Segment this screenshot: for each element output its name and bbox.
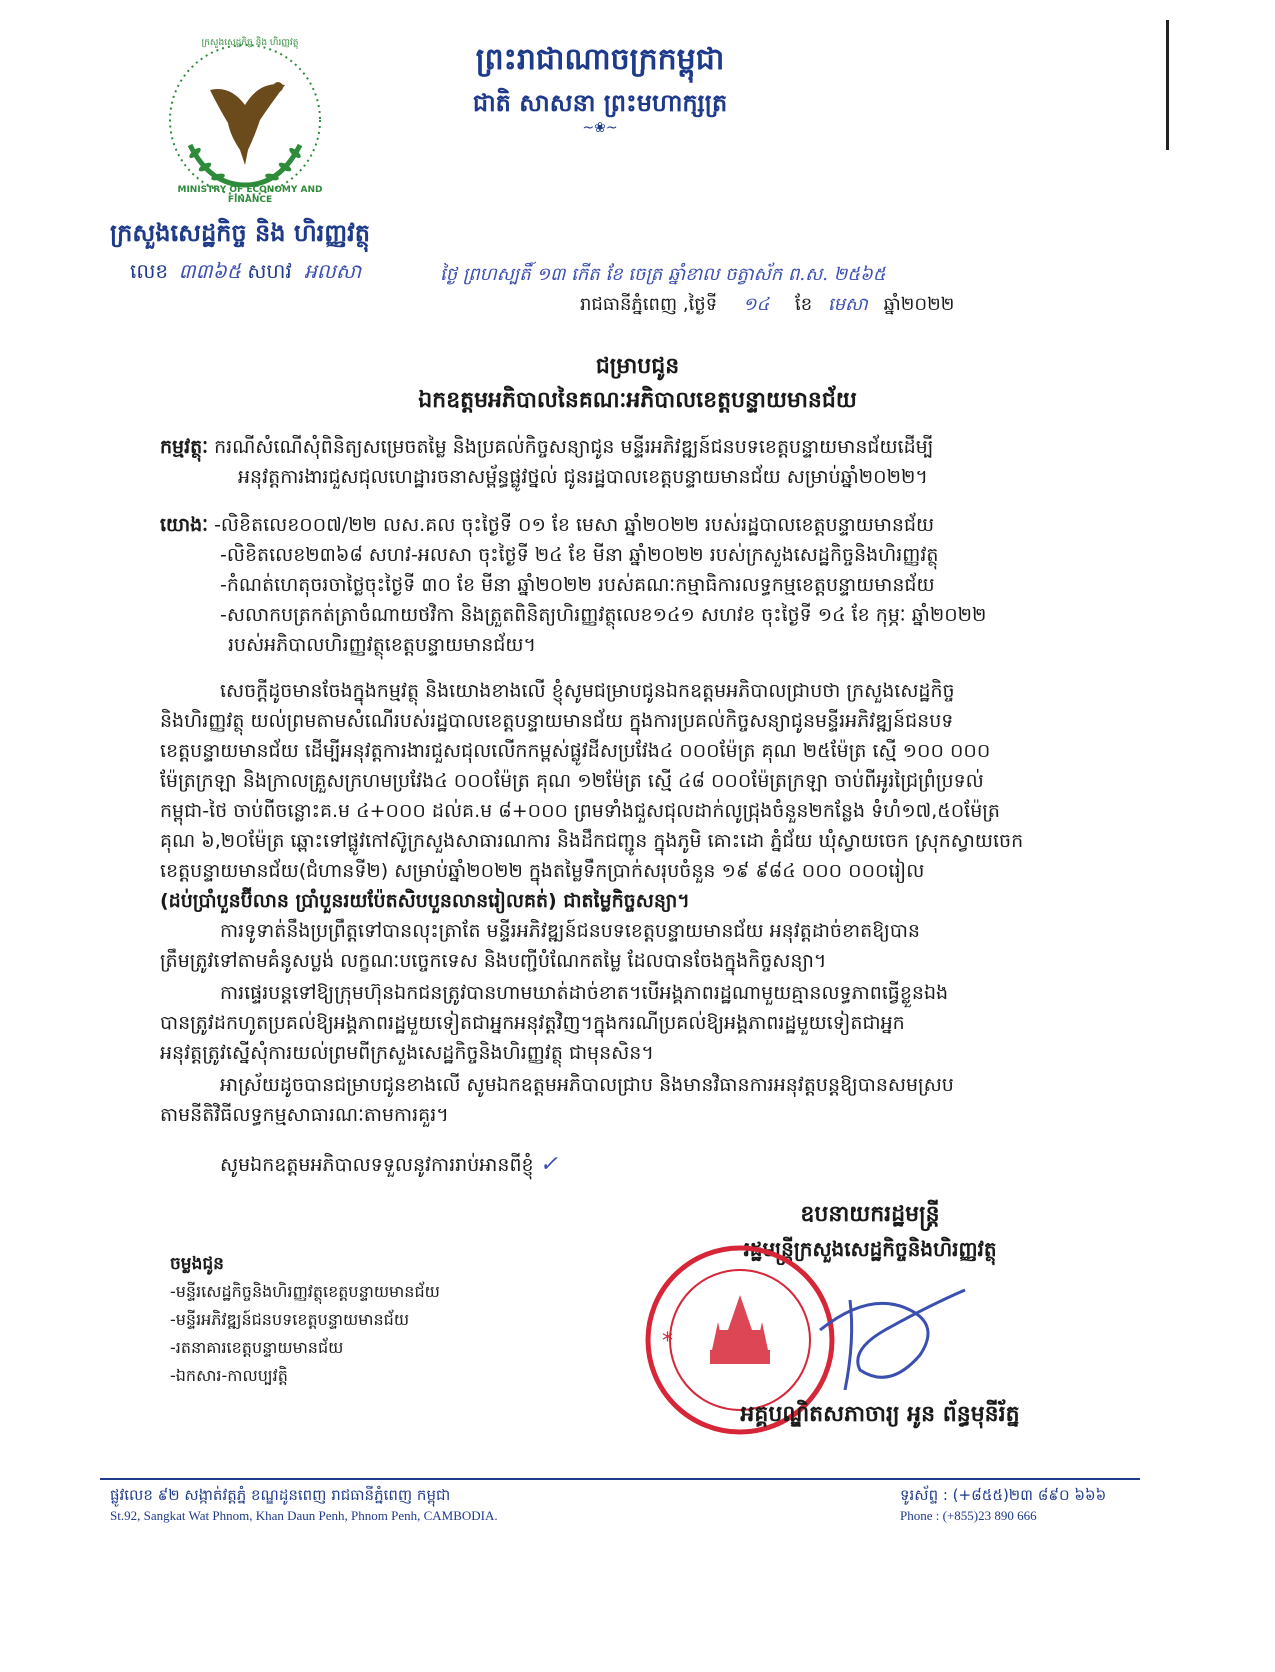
body-line: ការផ្ទេរបន្តទៅឱ្យក្រុមហ៊ុនឯកជនត្រូវបានហាមឃាត់ដាច់ខាត។បើអង្គភាពរដ្ឋណាមួយគ្មានលទ្ធភាពធ្វើខ្លួនឯង (220, 982, 949, 1004)
copy-item: -មន្ទីរអភិវឌ្ឍន៍ជនបទខេត្តបន្ទាយមានជ័យ (170, 1310, 410, 1329)
ministry-name: ក្រសួងសេដ្ឋកិច្ច និង ហិរញ្ញវត្ថុ (110, 219, 370, 247)
body-paragraph-2 (160, 916, 1120, 976)
footer-phone-en: Phone : (+855)23 890 666 (900, 1508, 1037, 1523)
logo-khmer-ring: ក្រសួងសេដ្ឋកិច្ច និង ហិរញ្ញវត្ថុ (201, 38, 299, 48)
body-line: អនុវត្តត្រូវស្នើសុំការយល់ព្រមពីក្រសួងសេដ្ឋកិច្ចនិងហិរញ្ញវត្ថុ ជាមុនសិន។ (160, 1042, 654, 1064)
recipient-name: ឯកឧត្តមអភិបាលនៃគណៈអភិបាលខេត្តបន្ទាយមានជ័យ (418, 388, 857, 413)
reference-item: -លិខិតលេខ០០៧/២២ លស.គល ចុះថ្ងៃទី ០១ ខែ មេសា ឆ្នាំ២០២២ របស់រដ្ឋបាលខេត្តបន្ទាយមានជ័យ (214, 514, 935, 536)
reference-item: -កំណត់ហេតុចរចាថ្លៃចុះថ្ងៃទី ៣០ ខែ មីនា ឆ្នាំ២០២២ របស់គណៈកម្មាធិការលទ្ធកម្មខេត្តបន្ទាយមានជ័យ (220, 574, 935, 596)
solar-date (580, 292, 954, 319)
ref-tail: អលសា (304, 259, 362, 283)
copies-section (170, 1250, 440, 1390)
date-place-label: រាជធានីភ្នំពេញ ,ថ្ងៃទី (580, 294, 718, 315)
body-paragraph-1 (160, 676, 1120, 916)
closing-line (220, 1150, 558, 1180)
ref-number: ៣៣៦៥ (178, 259, 241, 283)
motto-ornament: ~❀~ (582, 120, 618, 136)
body-line: តាមនីតិវិធីលទ្ធកម្មសាធារណៈតាមការគួរ។ (160, 1104, 449, 1126)
date-month-label: ខែ (794, 294, 813, 315)
ref-suffix: សហវ (247, 259, 292, 283)
footer-rule (100, 1478, 1140, 1480)
body-line: ការទូទាត់នឹងប្រព្រឹត្តទៅបានលុះត្រាតែ មន្ទីរអភិវឌ្ឍន៍ជនបទខេត្តបន្ទាយមានជ័យ អនុវត្តដាច់ខាតឱ្យបាន (220, 920, 920, 942)
ref-label: លេខ (130, 259, 169, 283)
body-line: អាស្រ័យដូចបានជម្រាបជូនខាងលើ សូមឯកឧត្តមអភិបាលជ្រាប និងមានវិធានការអនុវត្តបន្តឱ្យបានសមស្រប (220, 1074, 954, 1096)
body-line: និងហិរញ្ញវត្ថុ យល់ព្រមតាមសំណើរបស់រដ្ឋបាលខេត្តបន្ទាយមានជ័យ ក្នុងការប្រគល់កិច្ចសន្យាជូនមន្ទីរអភិវឌ្ឍន៍ជនបទ (160, 710, 954, 732)
lunar-date: ថ្ងៃ ព្រហស្បតិ៍ ១៣ កើត ខែ ចេត្រ ឆ្នាំខាល ចត្វាស័ក ព.ស. ២៥៦៥ (440, 264, 886, 285)
kingdom-title: ព្រះរាជាណាចក្រកម្ពុជា (475, 42, 725, 77)
signer-title-1: ឧបនាយករដ្ឋមន្ត្រី (800, 1202, 940, 1227)
date-year: ឆ្នាំ២០២២ (883, 294, 955, 315)
subject-line-2: អនុវត្តការងារជួសជុលហេដ្ឋារចនាសម្ព័ន្ធផ្លូវថ្នល់ ជូនរដ្ឋបាលខេត្តបន្ទាយមានជ័យ សម្រាប់ឆ្នាំ២០២២។ (238, 466, 928, 488)
body-line: កម្ពុជា-ថៃ ចាប់ពីចន្លោះគ.ម ៤+០០០ ដល់គ.ម ៨+០០០ ព្រមទាំងជួសជុលដាក់លូជ្រុងចំនួន២កន្លែង ទំហំ១៧,៥០ម៉ែត្រ (160, 800, 1000, 822)
body-line: (ដប់ប្រាំបួនប៊ីលាន ប្រាំបួនរយប៉ែតសិបបួនលានរៀលគត់) ជាតម្លៃកិច្ចសន្យា។ (160, 890, 690, 912)
recipient-heading: ជម្រាបជូន (595, 354, 680, 379)
subject-line-1: ករណីសំណើសុំពិនិត្យសម្រេចតម្លៃ និងប្រគល់កិច្ចសន្យាជូន មន្ទីរអភិវឌ្ឍន៍ជនបទខេត្តបន្ទាយមានជ័យដើម្បី (214, 436, 934, 458)
references-label: យោងៈ (160, 514, 209, 536)
date-day: ១៤ (742, 294, 770, 315)
footer-address-kh: ផ្លូវលេខ ៩២ សង្កាត់វត្តភ្នំ ខណ្ឌដូនពេញ រាជធានីភ្នំពេញ កម្ពុជា (110, 1486, 451, 1504)
reference-item: -សលាកបត្រកត់ត្រាចំណាយថវិកា និងត្រួតពិនិត្យហិរញ្ញវត្ថុលេខ១៤១ សហវខ ចុះថ្ងៃទី ១៤ ខែ កុម្ភៈ ឆ្នាំ២០២២ (220, 604, 987, 626)
svg-text:*: * (662, 1329, 673, 1354)
body-line: ខេត្តបន្ទាយមានជ័យ(ជំហានទី២) សម្រាប់ឆ្នាំ២០២២ ក្នុងតម្លៃទឹកប្រាក់សរុបចំនួន ១៩ ៩៨៤ ០០០ ០០០រៀល (160, 860, 925, 882)
body-line: គុណ ៦,២០ម៉ែត្រ ឆ្ពោះទៅផ្លូវកៅស៊ូក្រសួងសាធារណការ និងដឹកជញ្ជូន ក្នុងភូមិ គោះដោ ភ្នំជ័យ ឃុំស្វាយចេក ស្រុកស្វាយចេក (160, 830, 1024, 852)
subject-label: កម្មវត្ថុៈ (160, 436, 209, 458)
reference-item: របស់អភិបាលហិរញ្ញវត្ថុខេត្តបន្ទាយមានជ័យ។ (228, 634, 537, 656)
reference-item: -លិខិតលេខ២៣៦៨ សហវ-អលសា ចុះថ្ងៃទី ២៤ ខែ មីនា ឆ្នាំ២០២២ របស់ក្រសួងសេដ្ឋកិច្ចនិងហិរញ្ញវត្ថុ (220, 544, 939, 566)
copy-item: -មន្ទីរសេដ្ឋកិច្ចនិងហិរញ្ញវត្ថុខេត្តបន្ទាយមានជ័យ (170, 1282, 440, 1301)
footer-phone-kh: ទូរស័ព្ទ : (+៨៥៥)២៣ ៨៩០ ៦៦៦ (900, 1486, 1107, 1504)
copy-item: -រតនាគារខេត្តបន្ទាយមានជ័យ (170, 1338, 344, 1357)
copies-heading: ចម្លងជូន (170, 1254, 224, 1274)
closing-text: សូមឯកឧត្តមអភិបាលទទួលនូវការរាប់អានពីខ្ញុំ (220, 1154, 534, 1176)
subject (160, 432, 1120, 492)
body-line: ម៉ែត្រក្រឡា និងក្រាលគ្រួសក្រហមប្រវែង៤ ០០០ម៉ែត្រ គុណ ១២ម៉ែត្រ ស្មើ ៤៨ ០០០ម៉ែត្រក្រឡា ចាប់ពីអូរជ្រៃព្រំប្រទល់ (160, 770, 984, 792)
footer-address-en: St.92, Sangkat Wat Phnom, Khan Daun Penh, Phnom Penh, CAMBODIA. (110, 1508, 498, 1523)
body-paragraph-3 (160, 978, 1120, 1068)
kingdom-motto: ជាតិ សាសនា ព្រះមហាក្សត្រ (472, 89, 728, 117)
body-paragraph-4 (160, 1070, 1120, 1130)
scan-edge-line (1166, 20, 1169, 150)
handwritten-signature (790, 1260, 990, 1410)
ministry-logo (150, 35, 340, 210)
date-month: មេសា (827, 294, 868, 315)
body-line: ខេត្តបន្ទាយមានជ័យ ដើម្បីអនុវត្តការងារជួសជុលលើកកម្ពស់ផ្លូវដីសប្រវែង៤ ០០០ម៉ែត្រ គុណ ២៥ម៉ែត្រ ស្មើ ១០០ ០០០ (160, 740, 991, 762)
references (160, 510, 1120, 660)
body-line: បានត្រូវដកហូតប្រគល់ឱ្យអង្គភាពរដ្ឋមួយទៀតជាអ្នកអនុវត្តវិញ។ក្នុងករណីប្រគល់ឱ្យអង្គភាពរដ្ឋមួយទៀតជាអ្នក (160, 1012, 905, 1034)
logo-caption: MINISTRY OF ECONOMY AND FINANCE (177, 185, 323, 205)
reference-number (130, 258, 361, 288)
initials-mark: ✓ (539, 1152, 559, 1177)
signer-title-2: រដ្ឋមន្ត្រីក្រសួងសេដ្ឋកិច្ចនិងហិរញ្ញវត្ថុ (743, 1237, 997, 1261)
body-line: ត្រឹមត្រូវទៅតាមគំនូសប្លង់ លក្ខណៈបច្ចេកទេស និងបញ្ជីបំណែកតម្លៃ ដែលបានចែងក្នុងកិច្ចសន្យា។ (160, 950, 827, 972)
copy-item: -ឯកសារ-កាលប្បវត្តិ (170, 1366, 288, 1385)
body-line: សេចក្តីដូចមានចែងក្នុងកម្មវត្ថុ និងយោងខាងលើ ខ្ញុំសូមជម្រាបជូនឯកឧត្តមអភិបាលជ្រាបថា ក្រសួងសេដ្ឋកិច្ច (220, 680, 955, 702)
signer-name: អគ្គបណ្ឌិតសភាចារ្យ អូន ព័ន្ធមុនីរ័ត្ន (740, 1402, 1020, 1427)
